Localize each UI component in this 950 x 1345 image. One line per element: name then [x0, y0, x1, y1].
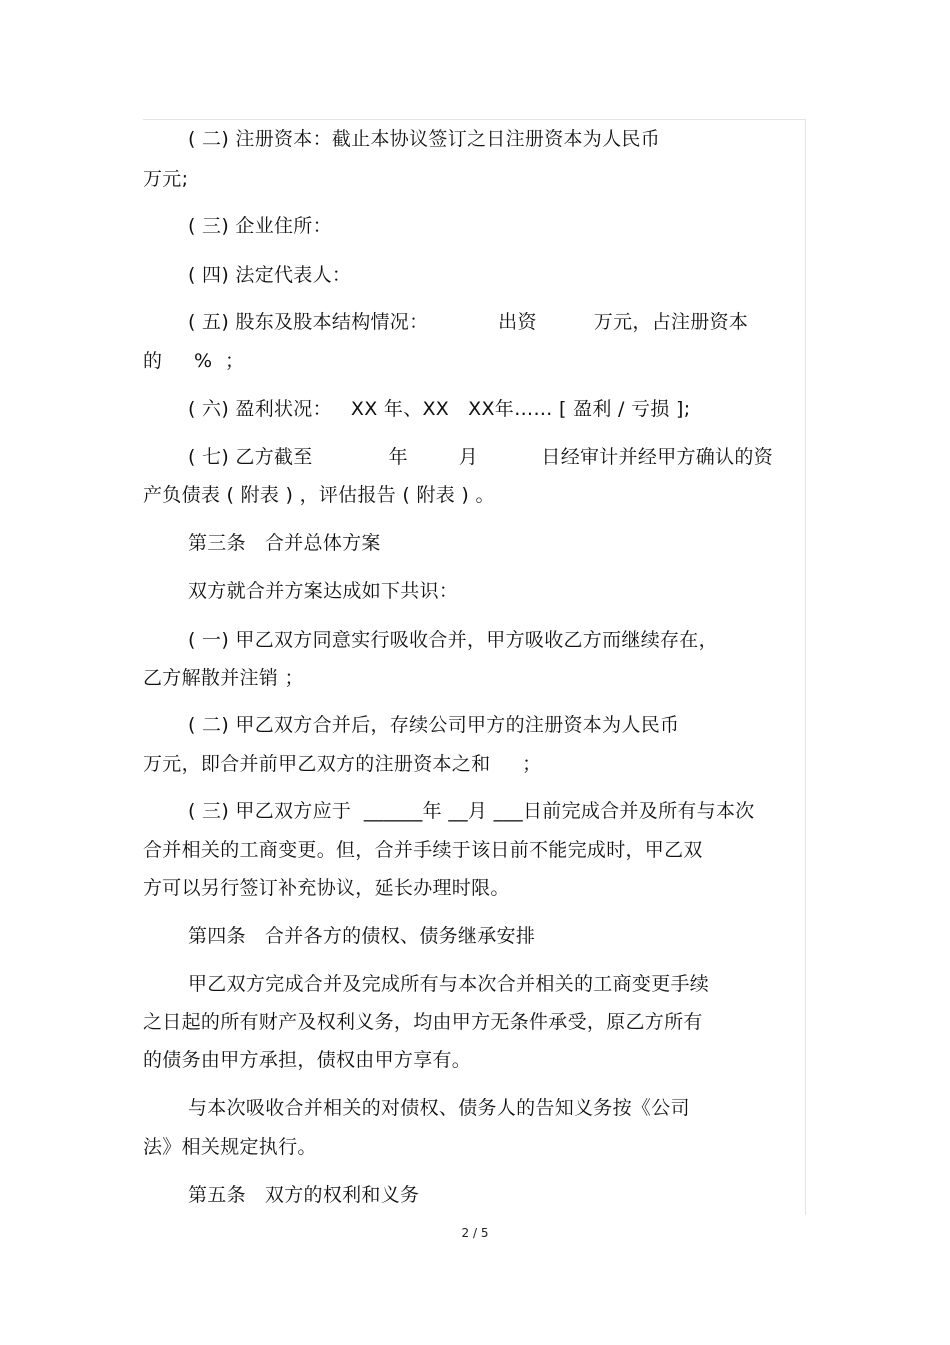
article-3-heading: 第三条 合并总体方案	[188, 532, 381, 554]
clause-address: ( 三) 企业住所：	[188, 215, 332, 237]
clause-registered-capital-cont: 万元;	[143, 168, 189, 190]
article-4-para-1-cont: 之日起的所有财产及权利义务，均由甲方无条件承受，原乙方所有	[143, 1011, 703, 1033]
article-4-para-1-cont2: 的债务由甲方承担，债权由甲方享有。	[143, 1049, 472, 1071]
clause-registered-capital: ( 二) 注册资本：截止本协议签订之日注册资本为人民币	[188, 128, 661, 150]
clause-balance-sheet: ( 七) 乙方截至 年 月 日经审计并经甲方确认的资	[188, 446, 773, 468]
clause-shareholders-cont: 的 % ；	[143, 350, 245, 372]
article-4-para-1: 甲乙双方完成合并及完成所有与本次合并相关的工商变更手续	[188, 973, 710, 995]
clause-profit: ( 六) 盈利状况： XX 年、XX XX年…… [ 盈利 / 亏损 ];	[188, 398, 691, 420]
article-3-item-3: ( 三) 甲乙双方应于 ______年 __月 ___日前完成合并及所有与本次	[188, 800, 755, 822]
article-4-para-2: 与本次吸收合并相关的对债权、债务人的告知义务按《公司	[188, 1097, 690, 1119]
clause-legal-rep: ( 四) 法定代表人：	[188, 264, 352, 286]
article-3-item-3-cont: 合并相关的工商变更。但，合并手续于该日前不能完成时，甲乙双	[143, 839, 703, 861]
article-3-item-1: ( 一) 甲乙双方同意实行吸收合并，甲方吸收乙方而继续存在，	[188, 629, 718, 651]
article-4-heading: 第四条 合并各方的债权、债务继承安排	[188, 925, 536, 947]
article-4-para-2-cont: 法》相关规定执行。	[143, 1136, 317, 1158]
article-3-item-1-cont: 乙方解散并注销 ；	[143, 667, 304, 689]
article-3-intro: 双方就合并方案达成如下共识：	[188, 580, 459, 602]
article-3-item-2: ( 二) 甲乙双方合并后，存续公司甲方的注册资本为人民币	[188, 714, 680, 736]
clause-balance-sheet-cont: 产负债表 ( 附表 ) ，评估报告 ( 附表 ) 。	[143, 484, 495, 506]
article-5-heading: 第五条 双方的权利和义务	[188, 1184, 420, 1206]
clause-shareholders: ( 五) 股东及股本结构情况： 出资 万元，占注册资本	[188, 311, 749, 333]
article-3-item-2-cont: 万元，即合并前甲乙双方的注册资本之和 ；	[143, 753, 542, 775]
page-number: 2 / 5	[461, 1226, 489, 1240]
article-3-item-3-cont2: 方可以另行签订补充协议，延长办理时限。	[143, 877, 510, 899]
